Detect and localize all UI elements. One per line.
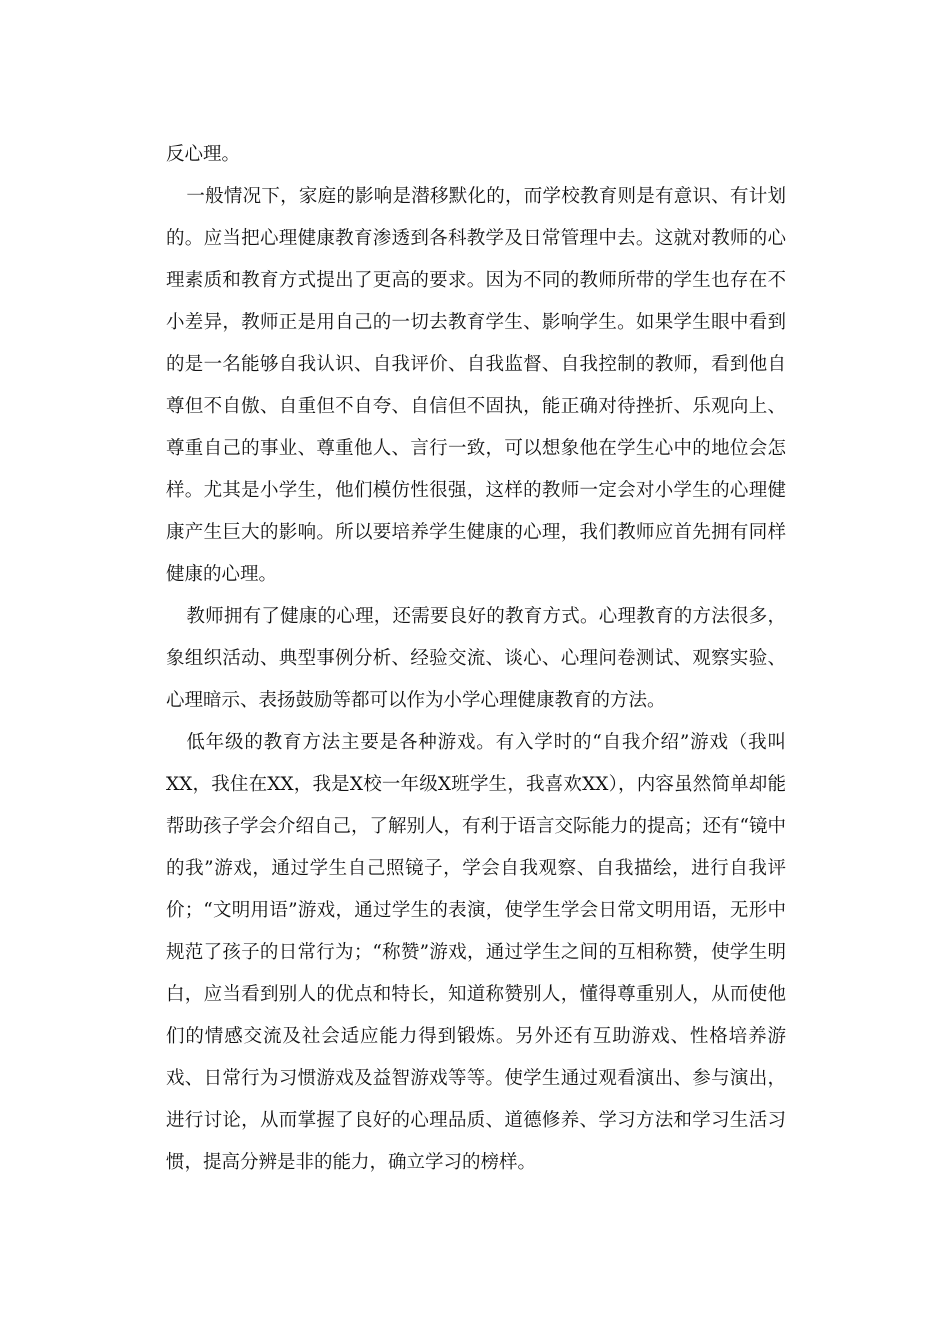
paragraph-lower-grade-games: 低年级的教育方法主要是各种游戏。有入学时的“自我介绍”游戏（我叫XX，我住在XX，我是X校一年级X班学生，我喜欢XX），内容虽然简单却能帮助孩子学会介绍自己，了解别人，有利于语言交际能力的提高；还有“镜中的我”游戏，通过学生自己照镜子，学会自我观察、自我描绘，进行自我评价；“文明用语”游戏，通过学生的表演，使学生学会日常文明用语，无形中规范了孩子的日常行为；“称赞”游戏，通过学生之间的互相称赞，使学生明白，应当看到别人的优点和特长，知道称赞别人，懂得尊重别人，从而使他们的情感交流及社会适应能力得到锻炼。另外还有互助游戏、性格培养游戏、日常行为习惯游戏及益智游戏等等。使学生通过观看演出、参与演出，进行讨论，从而掌握了良好的心理品质、道德修养、学习方法和学习生活习惯，提高分辨是非的能力，确立学习的榜样。 [166,732,786,1173]
paragraph-family-school-influence: 一般情况下，家庭的影响是潜移默化的，而学校教育则是有意识、有计划的。应当把心理健康教育渗透到各科教学及日常管理中去。这就对教师的心理素质和教育方式提出了更高的要求。因为不同的教师所带的学生也存在不小差异，教师正是用自己的一切去教育学生、影响学生。如果学生眼中看到的是一名能够自我认识、自我评价、自我监督、自我控制的教师，看到他自尊但不自傲、自重但不自夸、自信但不固执，能正确对待挫折、乐观向上、尊重自己的事业、尊重他人、言行一致，可以想象他在学生心中的地位会怎样。尤其是小学生，他们模仿性很强，这样的教师一定会对小学生的心理健康产生巨大的影响。所以要培养学生健康的心理，我们教师应首先拥有同样健康的心理。 [166,186,786,585]
paragraph-continuation: 反心理。 [166,144,241,165]
paragraph-education-methods: 教师拥有了健康的心理，还需要良好的教育方式。心理教育的方法很多，象组织活动、典型事例分析、经验交流、谈心、心理问卷测试、观察实验、心理暗示、表扬鼓励等都可以作为小学心理健康教育的方法。 [166,606,786,711]
document-page [166,134,786,1184]
